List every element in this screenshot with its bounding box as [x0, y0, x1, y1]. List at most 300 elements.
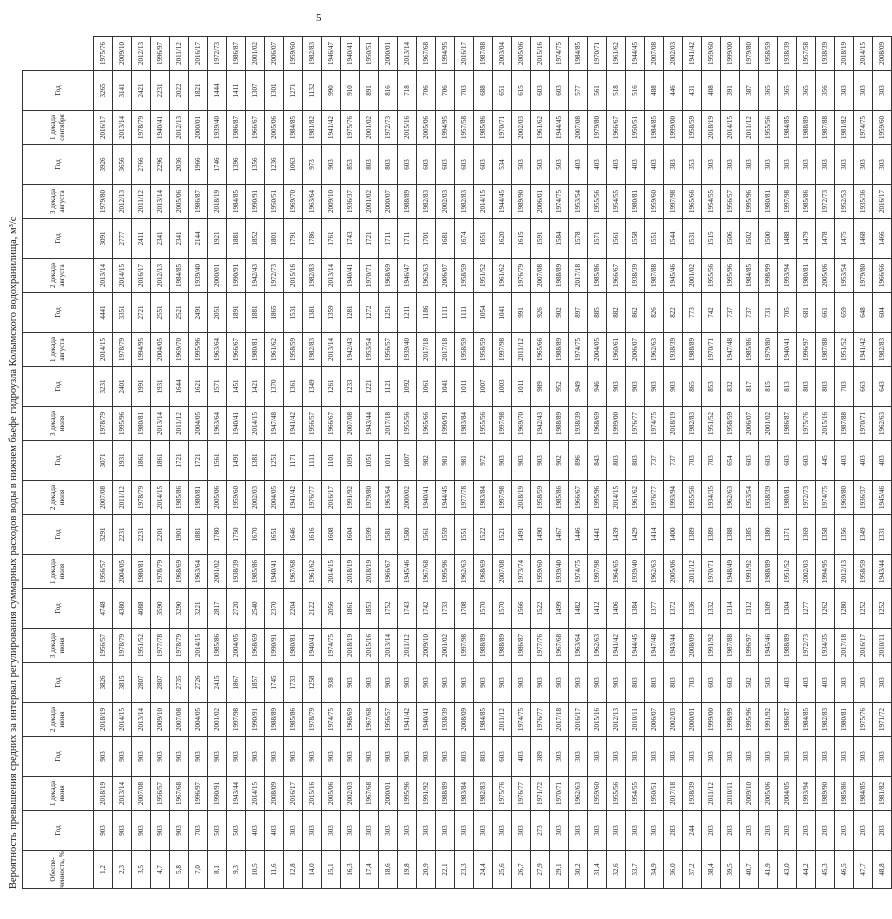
- table-cell: 2015/16: [531, 37, 550, 71]
- table-cell: 403: [588, 145, 607, 185]
- table-cell: 659: [835, 293, 854, 333]
- table-cell: 1580: [398, 515, 417, 555]
- table-cell: 23,3: [455, 851, 474, 889]
- table-cell: 1938/39: [683, 777, 702, 811]
- table-cell: 1491: [227, 441, 246, 481]
- table-cell: 2777: [113, 219, 132, 259]
- table-cell: 703: [189, 811, 208, 851]
- table-cell: 1970/71: [588, 37, 607, 71]
- table-row: [341, 37, 360, 889]
- table-cell: 1994/95: [436, 111, 455, 145]
- table-cell: 1974/75: [569, 333, 588, 367]
- table-cell: 1186: [417, 293, 436, 333]
- table-cell: 1608: [322, 515, 341, 555]
- table-cell: 1942/43: [341, 333, 360, 367]
- table-cell: 2018/19: [664, 407, 683, 441]
- table-cell: 2017/18: [550, 703, 569, 737]
- table-cell: 982: [417, 441, 436, 481]
- table-cell: 1959/60: [284, 37, 303, 71]
- table-cell: 1891: [227, 293, 246, 333]
- table-cell: 1980/81: [835, 703, 854, 737]
- table-cell: 2016/17: [94, 111, 113, 145]
- table-cell: 2017/18: [664, 777, 683, 811]
- table-row: [227, 37, 246, 889]
- table-cell: 853: [341, 145, 360, 185]
- table-cell: 203: [816, 811, 835, 851]
- table-cell: 244: [683, 811, 702, 851]
- table-cell: 1995/96: [740, 703, 759, 737]
- table-cell: 503: [208, 811, 227, 851]
- table-cell: 1981/82: [303, 111, 322, 145]
- table-cell: 1978/79: [132, 481, 151, 515]
- table-cell: 1939/40: [550, 555, 569, 589]
- table-cell: 989: [531, 367, 550, 407]
- table-cell: 1011: [379, 441, 398, 481]
- document-title: Вероятность превышения средних за интервал регулирования суммарных расходов воды в нижнем бьефе гидроузла Колымского водохранилища, м³/с: [8, 216, 19, 889]
- table-cell: 1007: [474, 367, 493, 407]
- table-cell: 1951/52: [835, 333, 854, 367]
- table-cell: 705: [778, 293, 797, 333]
- table-cell: 203: [873, 811, 892, 851]
- table-cell: 1961/62: [607, 37, 626, 71]
- table-cell: 303: [436, 811, 455, 851]
- table-cell: 2201: [151, 515, 170, 555]
- table-cell: 27,9: [531, 851, 550, 889]
- table-cell: 1061: [417, 367, 436, 407]
- table-cell: 1987/88: [816, 111, 835, 145]
- table-cell: 903: [531, 441, 550, 481]
- table-cell: 1939/40: [189, 259, 208, 293]
- table-row: [721, 37, 740, 889]
- table-cell: 1968/69: [379, 259, 398, 293]
- table-cell: 1380: [759, 515, 778, 555]
- table-cell: 3926: [94, 145, 113, 185]
- table-row: [398, 37, 417, 889]
- table-cell: 1370: [265, 367, 284, 407]
- table-cell: 1559: [436, 515, 455, 555]
- table-cell: 1821: [189, 71, 208, 111]
- table-cell: 1961/62: [531, 111, 550, 145]
- table-cell: 1950/51: [645, 777, 664, 811]
- table-cell: 1985/86: [797, 185, 816, 219]
- table-cell: 45,3: [816, 851, 835, 889]
- table-cell: 1985/86: [588, 259, 607, 293]
- table-cell: 1964/65: [607, 555, 626, 589]
- table-cell: 2012/13: [835, 555, 854, 589]
- table-cell: 1958/59: [759, 37, 778, 71]
- table-cell: 1966/67: [607, 259, 626, 293]
- table-cell: 2411: [132, 219, 151, 259]
- table-cell: 1943/44: [227, 777, 246, 811]
- table-cell: 1381: [303, 293, 322, 333]
- table-cell: 1978/79: [132, 111, 151, 145]
- table-cell: 1979/80: [360, 481, 379, 515]
- table-cell: 1389: [702, 515, 721, 555]
- table-cell: 1956/57: [151, 777, 170, 811]
- table-cell: 973: [303, 145, 322, 185]
- column-header: Обеспе-ченность, %: [23, 851, 94, 889]
- table-cell: 47,7: [854, 851, 873, 889]
- table-cell: 5,8: [170, 851, 189, 889]
- table-cell: 1745: [265, 663, 284, 703]
- table-cell: 1987/88: [645, 259, 664, 293]
- table-cell: 2007/08: [645, 37, 664, 71]
- table-cell: 403: [778, 663, 797, 703]
- table-cell: 862: [626, 293, 645, 333]
- table-cell: 853: [702, 367, 721, 407]
- table-cell: 903: [398, 663, 417, 703]
- table-cell: 1988/89: [550, 407, 569, 441]
- table-cell: 2014/15: [607, 481, 626, 515]
- table-cell: 1984/85: [740, 259, 759, 293]
- table-cell: 1999/00: [664, 111, 683, 145]
- table-cell: 1956/57: [94, 629, 113, 663]
- table-cell: 1558: [626, 219, 645, 259]
- table-cell: 2006/07: [626, 333, 645, 367]
- table-cell: 703: [683, 441, 702, 481]
- table-cell: 1954/55: [607, 185, 626, 219]
- table-cell: 703: [455, 71, 474, 111]
- table-cell: 303: [626, 811, 645, 851]
- table-cell: 1752: [379, 589, 398, 629]
- table-cell: 203: [835, 811, 854, 851]
- table-cell: 203: [721, 811, 740, 851]
- table-cell: 2002/03: [797, 555, 816, 589]
- table-cell: 1990/91: [265, 629, 284, 663]
- table-cell: 502: [740, 663, 759, 703]
- table-cell: 1951/52: [702, 407, 721, 441]
- table-cell: 1531: [683, 219, 702, 259]
- table-cell: 1984/85: [645, 111, 664, 145]
- table-cell: 48,8: [873, 851, 892, 889]
- table-cell: 2016/17: [873, 185, 892, 219]
- table-cell: 1743: [398, 589, 417, 629]
- table-cell: 3,5: [132, 851, 151, 889]
- table-cell: 1881: [189, 515, 208, 555]
- table-cell: 1377: [645, 589, 664, 629]
- table-cell: 1331: [873, 515, 892, 555]
- column-header: 1 декада августа: [23, 333, 94, 367]
- table-cell: 2014/15: [322, 555, 341, 589]
- table-cell: 1733: [436, 589, 455, 629]
- table-cell: 1970/71: [854, 407, 873, 441]
- table-cell: 1901: [170, 515, 189, 555]
- table-cell: 1955/56: [398, 407, 417, 441]
- table-row: [778, 37, 797, 889]
- table-cell: 1940/41: [227, 407, 246, 441]
- table-cell: 1853: [360, 589, 379, 629]
- table-cell: 8,1: [208, 851, 227, 889]
- table-cell: 303: [854, 145, 873, 185]
- table-cell: 2521: [170, 293, 189, 333]
- table-cell: 1986/87: [778, 407, 797, 441]
- table-cell: 1570: [474, 589, 493, 629]
- table-cell: 1938/39: [759, 481, 778, 515]
- table-cell: 1945/46: [759, 629, 778, 663]
- table-cell: 2004/05: [227, 629, 246, 663]
- table-cell: 1998/99: [759, 259, 778, 293]
- table-cell: 903: [208, 737, 227, 777]
- table-cell: 2013/14: [322, 259, 341, 293]
- table-cell: 403: [607, 145, 626, 185]
- table-cell: 303: [683, 737, 702, 777]
- table-cell: 1356: [246, 145, 265, 185]
- table-cell: 1961/62: [303, 555, 322, 589]
- table-cell: 389: [531, 737, 550, 777]
- table-cell: 2012/13: [132, 37, 151, 71]
- table-cell: 2017/18: [835, 629, 854, 663]
- table-cell: 1604: [341, 515, 360, 555]
- table-cell: 1406: [607, 589, 626, 629]
- table-cell: 2011/12: [170, 37, 189, 71]
- table-cell: 663: [854, 367, 873, 407]
- table-cell: 1985/86: [835, 777, 854, 811]
- table-cell: 1681: [436, 219, 455, 259]
- table-cell: 1979/80: [588, 111, 607, 145]
- table-cell: 1551: [455, 515, 474, 555]
- table-cell: 1262: [816, 589, 835, 629]
- table-cell: 1332: [702, 589, 721, 629]
- table-cell: 38,4: [702, 851, 721, 889]
- table-cell: 1312: [740, 589, 759, 629]
- table-cell: 1599: [360, 515, 379, 555]
- table-cell: 1944/45: [493, 185, 512, 219]
- table-cell: 2415: [208, 663, 227, 703]
- table-cell: 1988/89: [759, 555, 778, 589]
- table-cell: 1955/56: [759, 111, 778, 145]
- table-cell: 903: [645, 367, 664, 407]
- table-cell: 203: [778, 811, 797, 851]
- table-cell: 1963/64: [569, 629, 588, 663]
- table-cell: 981: [436, 441, 455, 481]
- table-cell: 991: [512, 293, 531, 333]
- table-cell: 1962/63: [645, 333, 664, 367]
- table-cell: 903: [474, 663, 493, 703]
- table-cell: 1960/61: [607, 333, 626, 367]
- table-cell: 403: [512, 737, 531, 777]
- table-cell: 2017/18: [379, 407, 398, 441]
- table-cell: 1974/75: [322, 629, 341, 663]
- table-cell: 2018/19: [512, 481, 531, 515]
- table-row: [531, 37, 550, 889]
- table-cell: 1965/66: [531, 333, 550, 367]
- table-cell: 518: [607, 71, 626, 111]
- table-cell: 3826: [94, 663, 113, 703]
- table-cell: 1987/88: [721, 629, 740, 663]
- table-cell: 2008/09: [265, 777, 284, 811]
- table-cell: 1466: [873, 219, 892, 259]
- table-cell: 803: [645, 663, 664, 703]
- table-cell: 2005/06: [816, 259, 835, 293]
- table-cell: 1938/39: [436, 703, 455, 737]
- table-cell: 1990/91: [208, 777, 227, 811]
- table-cell: 303: [873, 737, 892, 777]
- table-cell: 816: [379, 71, 398, 111]
- table-cell: 1977/78: [455, 481, 474, 515]
- table-cell: 1984/85: [474, 703, 493, 737]
- table-cell: 1994/95: [816, 555, 835, 589]
- table-cell: 26,7: [512, 851, 531, 889]
- table-cell: 2008/09: [873, 37, 892, 71]
- table-cell: 303: [721, 737, 740, 777]
- table-cell: 1421: [246, 367, 265, 407]
- table-cell: 1356: [835, 515, 854, 555]
- table-cell: 1971/72: [873, 703, 892, 737]
- table-cell: 1940/41: [303, 629, 322, 663]
- table-cell: 4748: [94, 589, 113, 629]
- table-cell: 1944/45: [626, 629, 645, 663]
- table-cell: 1252: [873, 589, 892, 629]
- table-cell: 1985/86: [246, 555, 265, 589]
- table-cell: 1054: [474, 293, 493, 333]
- table-cell: 1962/63: [455, 555, 474, 589]
- table-cell: 1940/41: [341, 259, 360, 293]
- table-cell: 2002/03: [512, 111, 531, 145]
- table-cell: 1943/44: [360, 407, 379, 441]
- table-cell: 1743: [341, 219, 360, 259]
- table-cell: 4088: [132, 589, 151, 629]
- table-cell: 1997/98: [778, 185, 797, 219]
- table-cell: 1978/79: [170, 629, 189, 663]
- table-cell: 2401: [113, 367, 132, 407]
- table-cell: 1999/00: [702, 703, 721, 737]
- table-cell: 1951/52: [778, 555, 797, 589]
- table-cell: 14,0: [303, 851, 322, 889]
- table-cell: 1982/83: [303, 37, 322, 71]
- table-row: [664, 37, 683, 889]
- table-cell: 1988/89: [474, 629, 493, 663]
- table-cell: 1258: [303, 663, 322, 703]
- table-cell: 2002/03: [436, 185, 455, 219]
- table-cell: 1499: [550, 589, 569, 629]
- table-cell: 1985/86: [740, 333, 759, 367]
- table-cell: 1121: [379, 367, 398, 407]
- table-cell: 822: [664, 293, 683, 333]
- table-cell: 1952/53: [835, 185, 854, 219]
- table-cell: 1950/51: [626, 111, 645, 145]
- table-cell: 403: [569, 145, 588, 185]
- table-row: [474, 37, 493, 889]
- table-cell: 1966/67: [379, 555, 398, 589]
- table-cell: 1955/56: [702, 259, 721, 293]
- table-cell: 4,7: [151, 851, 170, 889]
- table-cell: 2016/17: [569, 703, 588, 737]
- table-cell: 1561: [208, 441, 227, 481]
- table-cell: 1978/79: [303, 703, 322, 737]
- table-cell: 1947/48: [265, 407, 284, 441]
- table-cell: 1962/63: [569, 777, 588, 811]
- table-cell: 1581: [379, 515, 398, 555]
- table-cell: 1956/57: [721, 185, 740, 219]
- table-cell: 203: [854, 811, 873, 851]
- table-cell: 1963/64: [379, 481, 398, 515]
- table-cell: 1997/98: [455, 629, 474, 663]
- table-row: [569, 37, 588, 889]
- table-cell: 9,3: [227, 851, 246, 889]
- table-cell: 2807: [151, 663, 170, 703]
- table-cell: 2018/19: [208, 185, 227, 219]
- table-cell: 2002/03: [664, 37, 683, 71]
- table-cell: 1986/87: [778, 703, 797, 737]
- table-cell: 303: [303, 811, 322, 851]
- table-cell: 1491: [512, 515, 531, 555]
- table-cell: 1674: [455, 219, 474, 259]
- table-cell: 2013/14: [113, 111, 132, 145]
- table-cell: 2011/12: [702, 777, 721, 811]
- table-cell: 661: [816, 293, 835, 333]
- table-cell: 303: [569, 811, 588, 851]
- column-header: 2 декада июня: [23, 703, 94, 737]
- table-row: [835, 37, 854, 889]
- table-cell: 577: [569, 71, 588, 111]
- table-cell: 1961/62: [493, 259, 512, 293]
- table-cell: 903: [550, 663, 569, 703]
- table-cell: 897: [569, 293, 588, 333]
- table-cell: 1646: [284, 515, 303, 555]
- table-row: [151, 37, 170, 889]
- table-cell: 403: [816, 663, 835, 703]
- table-cell: 303: [379, 811, 398, 851]
- table-cell: 1940/41: [417, 481, 436, 515]
- table-cell: 503: [531, 145, 550, 185]
- table-row: [436, 37, 455, 889]
- table-row: [208, 37, 227, 889]
- table-row: [417, 37, 436, 889]
- table-cell: 2011/12: [683, 555, 702, 589]
- table-cell: 2009/10: [151, 703, 170, 737]
- table-cell: 1522: [474, 515, 493, 555]
- table-cell: 1969/80: [835, 481, 854, 515]
- table-cell: 2005/06: [265, 111, 284, 145]
- table-cell: 1995/96: [398, 777, 417, 811]
- table-cell: 1475: [835, 219, 854, 259]
- table-cell: 1721: [189, 441, 208, 481]
- table-cell: 1385: [740, 515, 759, 555]
- table-cell: 22,1: [436, 851, 455, 889]
- table-cell: 1982/83: [455, 185, 474, 219]
- table-cell: 1490: [531, 515, 550, 555]
- table-cell: 1994/95: [436, 37, 455, 71]
- table-cell: 1955/56: [588, 185, 607, 219]
- table-cell: 902: [550, 293, 569, 333]
- table-cell: 903: [132, 811, 151, 851]
- table-cell: 2017/18: [569, 259, 588, 293]
- table-cell: 2013/14: [322, 333, 341, 367]
- table-cell: 1993/94: [778, 259, 797, 293]
- table-cell: 1984/85: [778, 111, 797, 145]
- table-cell: 1522: [531, 589, 550, 629]
- table-cell: 903: [322, 737, 341, 777]
- table-cell: 2005/06: [512, 37, 531, 71]
- table-cell: 1271: [284, 71, 303, 111]
- table-cell: 2012/13: [607, 703, 626, 737]
- table-cell: 817: [740, 367, 759, 407]
- table-cell: 1941/42: [284, 407, 303, 441]
- table-cell: 1761: [322, 219, 341, 259]
- table-cell: 1701: [417, 219, 436, 259]
- table-cell: 903: [436, 663, 455, 703]
- table-cell: 1967/68: [360, 703, 379, 737]
- table-cell: 903: [512, 441, 531, 481]
- table-cell: 3091: [94, 219, 113, 259]
- table-cell: 2005/06: [170, 185, 189, 219]
- table-cell: 29,1: [550, 851, 569, 889]
- table-cell: 1976/77: [303, 481, 322, 515]
- table-cell: 1969/70: [170, 333, 189, 367]
- table-cell: 2012/13: [170, 111, 189, 145]
- table-cell: 2010/11: [721, 777, 740, 811]
- table-cell: 1861: [151, 441, 170, 481]
